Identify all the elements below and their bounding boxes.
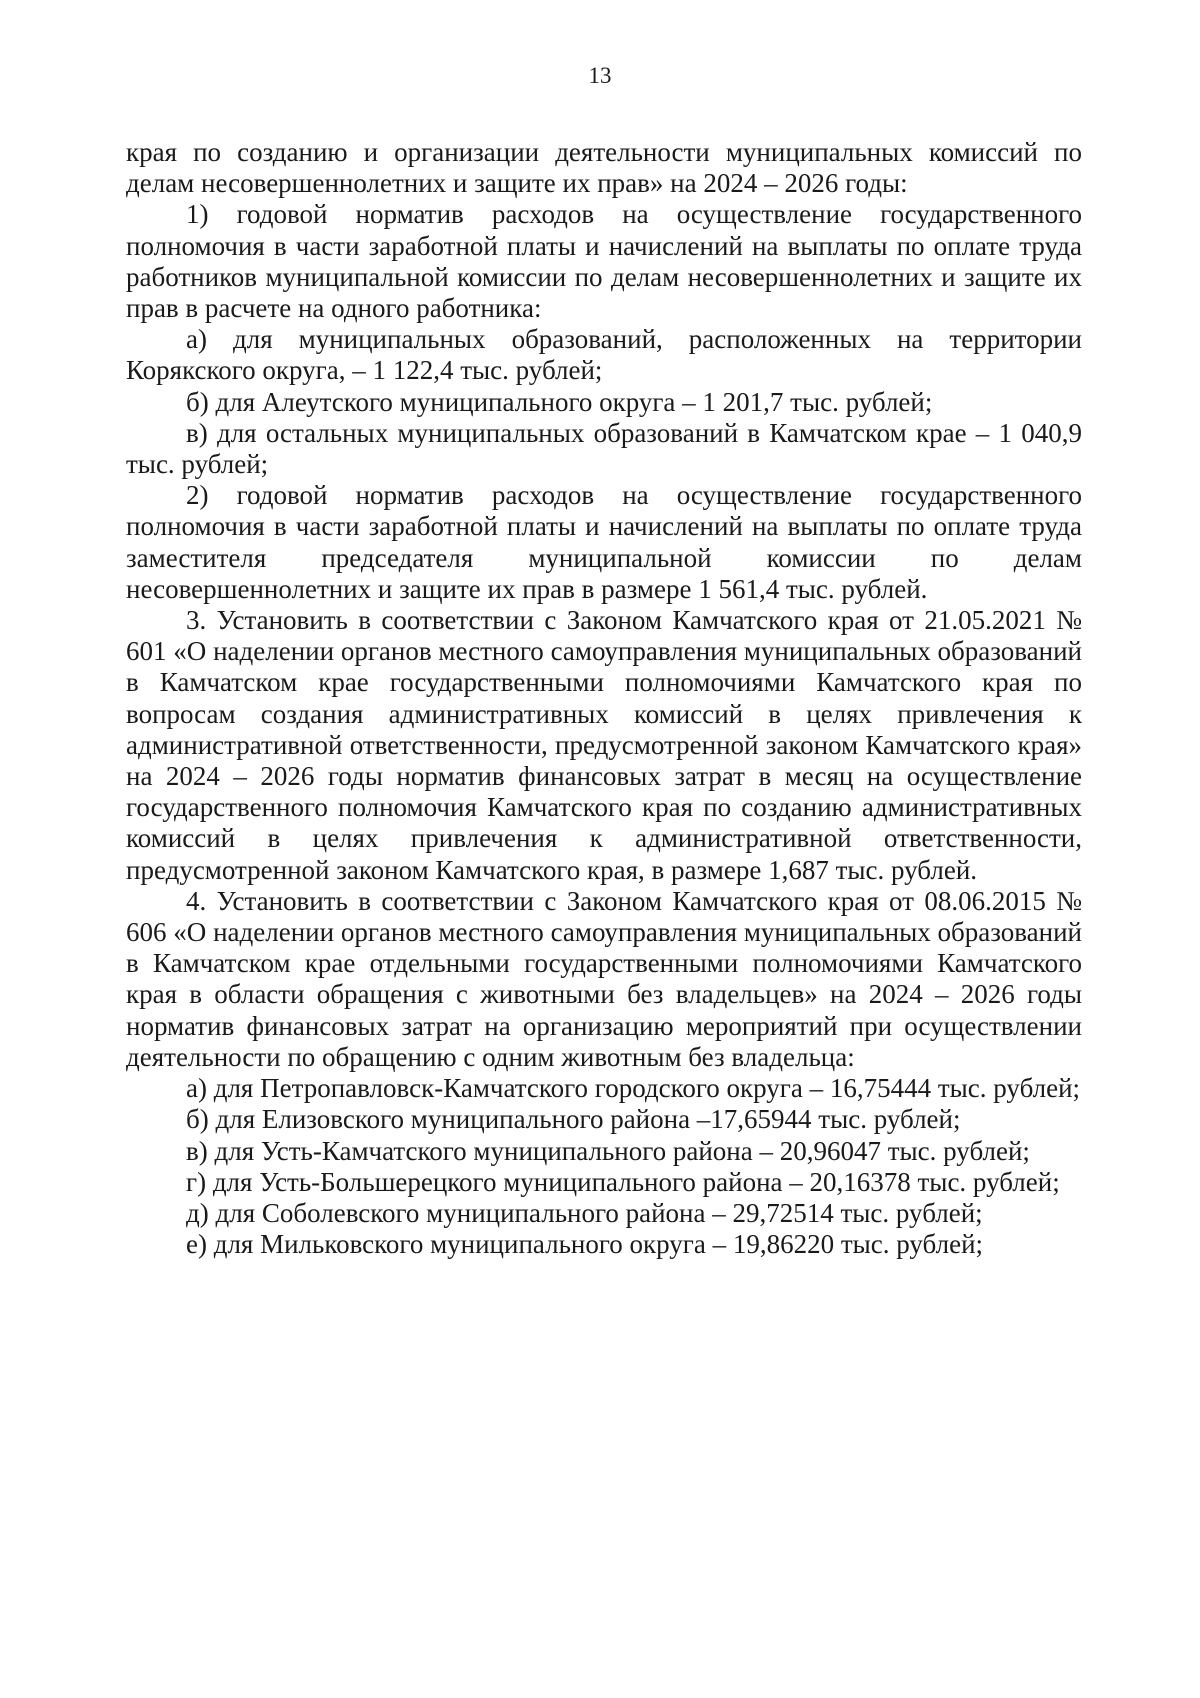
paragraph-clause-4-g: г) для Усть-Большерецкого муниципального района – 20,16378 тыс. рублей; — [186, 1166, 1060, 1197]
paragraph-subitem-v: в) для остальных муниципальных образований в Камчатском крае – 1 040,9 тыс. рублей; — [126, 417, 1082, 480]
paragraph-subitem-a: а) для муниципальных образований, расположенных на территории Корякского округа, – 1 122,4 тыс. рублей; — [126, 324, 1082, 386]
paragraph-item-2: 2) годовой норматив расходов на осуществление государственного полномочия в части заработной платы и начислений на выплаты по оплате труда заместителя председателя муниципальной комиссии по делам несовершеннолетних и защите их прав в размере 1 561,4 тыс. рублей. — [126, 480, 1082, 604]
paragraph-continuation: края по созданию и организации деятельности муниципальных комиссий по делам несовершеннолетних и защите их прав» на 2024 – 2026 годы: — [126, 137, 1082, 199]
paragraph-clause-3: 3. Установить в соответствии с Законом Камчатского края от 21.05.2021 № 601 «О наделении органов местного самоуправления муниципальных образований в Камчатском крае государственными полномочиями Камчатского края по вопросам создания административных комиссий в целях привлечения к административной ответственности, предусмотренной законом Камчатского края» на 2024 – 2026 годы норматив финансовых затрат в месяц на осуществление государственного полномочия Камчатского края по созданию административных комиссий в целях привлечения к административной ответственности, предусмотренной законом Камчатского края, в размере 1,687 тыс. рублей. — [126, 605, 1082, 885]
paragraph-clause-4-v: в) для Усть-Камчатского муниципального района – 20,96047 тыс. рублей; — [186, 1135, 1030, 1166]
document-body — [126, 137, 1082, 1260]
paragraph-item-1: 1) годовой норматив расходов на осуществление государственного полномочия в части заработной платы и начислений на выплаты по оплате труда работников муниципальной комиссии по делам несовершеннолетних и защите их прав в расчете на одного работника: — [126, 199, 1082, 324]
page-number: 13 — [588, 63, 612, 88]
paragraph-clause-4: 4. Установить в соответствии с Законом Камчатского края от 08.06.2015 № 606 «О наделении органов местного самоуправления муниципальных образований в Камчатском крае отдельными государственными полномочиями Камчатского края в области обращения с животными без владельцев» на 2024 – 2026 годы норматив финансовых затрат на организацию мероприятий при осуществлении деятельности по обращению с одним животным без владельца: — [126, 885, 1082, 1072]
paragraph-clause-4-b: б) для Елизовского муниципального района –17,65944 тыс. рублей; — [186, 1104, 961, 1135]
paragraph-clause-4-e: е) для Мильковского муниципального округа – 19,86220 тыс. рублей; — [186, 1229, 984, 1260]
paragraph-clause-4-d: д) для Соболевского муниципального района – 29,72514 тыс. рублей; — [186, 1197, 983, 1228]
paragraph-clause-4-a: а) для Петропавловск-Камчатского городского округа – 16,75444 тыс. рублей; — [186, 1073, 1081, 1104]
paragraph-subitem-b: б) для Алеутского муниципального округа – 1 201,7 тыс. рублей; — [186, 386, 933, 417]
